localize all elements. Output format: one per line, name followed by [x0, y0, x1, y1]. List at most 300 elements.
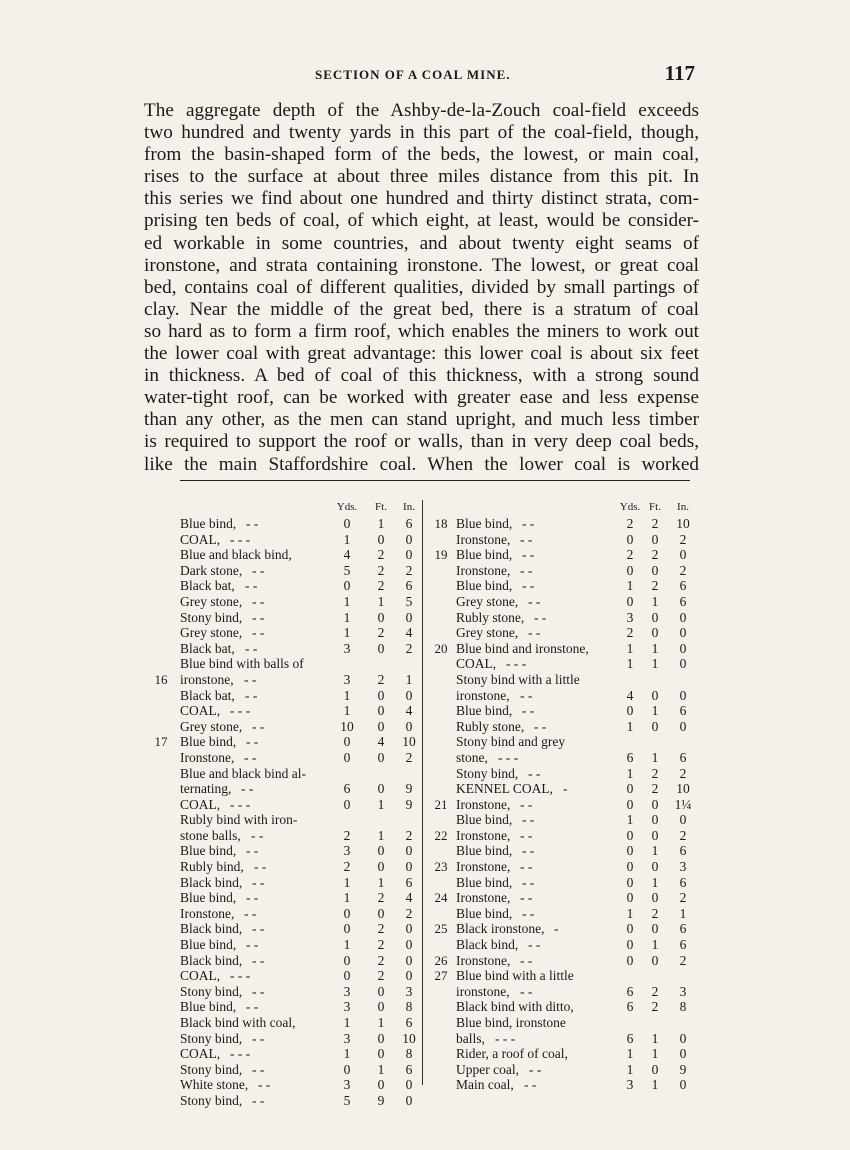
leader-dots: - - - — [230, 796, 251, 812]
body-line: than any other, as the men can stand upright, and much less timber — [144, 409, 699, 431]
feet-value: 0 — [651, 562, 659, 578]
inches-value: 5 — [405, 593, 413, 609]
leader-dots: - - — [528, 765, 541, 781]
body-line: prising ten beds of coal, of which eight, at least, would be consider- — [144, 210, 699, 232]
strata-row — [426, 859, 694, 875]
strata-row — [426, 766, 694, 782]
inches-value: 1 — [405, 671, 413, 687]
yards-value: 1 — [343, 1046, 351, 1062]
feet-value: 0 — [377, 843, 385, 859]
leader-dots: - - — [252, 874, 265, 890]
strata-row — [150, 828, 422, 844]
table-header-left — [150, 500, 422, 516]
leader-dots: - - — [241, 781, 254, 797]
yards-value: 1 — [626, 578, 634, 594]
strata-row — [426, 672, 694, 688]
strata-row — [150, 703, 422, 719]
stratum-name: Blue bind, — [456, 905, 513, 921]
yards-value: 1 — [343, 609, 351, 625]
yards-value: 0 — [626, 859, 634, 875]
bed-number: 18 — [434, 516, 448, 531]
feet-value: 2 — [377, 952, 385, 968]
leader-dots: - - — [252, 593, 265, 609]
table-header-right — [426, 500, 694, 516]
yards-value: 0 — [343, 516, 351, 531]
leader-dots: - - — [520, 952, 533, 968]
yards-value: 2 — [343, 859, 351, 875]
stratum-name: Blue bind, — [456, 578, 513, 594]
inches-value: 1 — [679, 905, 687, 921]
strata-row — [426, 532, 694, 548]
stratum-name: KENNEL COAL, — [456, 781, 553, 797]
yards-value: 0 — [343, 796, 351, 812]
header-in: In. — [677, 501, 689, 513]
feet-value: 2 — [651, 516, 659, 531]
yards-value: 0 — [626, 562, 634, 578]
leader-dots: - - — [244, 749, 257, 765]
leader-dots: - - — [522, 578, 535, 594]
yards-value: 6 — [626, 1030, 634, 1046]
leader-dots: - - — [246, 937, 259, 953]
inches-value: 0 — [679, 812, 687, 828]
inches-value: 6 — [679, 703, 687, 719]
feet-value: 1 — [651, 749, 659, 765]
yards-value: 1 — [626, 718, 634, 734]
strata-row — [426, 984, 694, 1000]
leader-dots: - - — [246, 516, 259, 531]
strata-row — [150, 532, 422, 548]
stratum-name: Main coal, — [456, 1077, 514, 1093]
stratum-name: Blue and black bind, — [180, 547, 292, 563]
stratum-name: Upper coal, — [456, 1061, 519, 1077]
feet-value: 1 — [651, 593, 659, 609]
strata-row — [150, 1093, 422, 1109]
strata-row — [426, 750, 694, 766]
inches-value: 8 — [405, 999, 413, 1015]
feet-value: 0 — [377, 749, 385, 765]
stratum-name: Black bind with ditto, — [456, 999, 574, 1015]
yards-value: 1 — [626, 812, 634, 828]
strata-row — [426, 594, 694, 610]
yards-value: 3 — [626, 609, 634, 625]
stratum-name: Blue and black bind al- — [180, 765, 306, 781]
leader-dots: - - — [522, 874, 535, 890]
leader-dots: - - — [254, 859, 267, 875]
column-divider — [422, 500, 423, 1085]
leader-dots: - — [563, 781, 568, 797]
strata-row — [150, 516, 422, 532]
strata-row — [150, 594, 422, 610]
stratum-name: stone, — [456, 749, 488, 765]
feet-value: 0 — [651, 609, 659, 625]
yards-value: 1 — [626, 905, 634, 921]
stratum-name: Grey stone, — [456, 625, 519, 641]
body-line: so hard as to form a firm roof, which enables the miners to work out — [144, 320, 699, 342]
strata-row — [426, 688, 694, 704]
feet-value: 0 — [377, 687, 385, 703]
yards-value: 6 — [626, 983, 634, 999]
feet-value: 0 — [651, 921, 659, 937]
strata-row — [150, 641, 422, 657]
yards-value: 3 — [343, 640, 351, 656]
stratum-name: Rubly stone, — [456, 609, 525, 625]
feet-value: 0 — [651, 859, 659, 875]
stratum-name: Black bind with coal, — [180, 1015, 296, 1030]
feet-value: 0 — [651, 890, 659, 906]
stratum-name: Blue bind, — [180, 734, 237, 750]
body-line: the lower coal with great advantage: this lower coal is about six feet — [144, 343, 699, 365]
stratum-name: Rubly stone, — [456, 718, 525, 734]
body-line: The aggregate depth of the Ashby-de-la-Zouch coal-field exceeds — [144, 100, 699, 121]
leader-dots: - - - — [230, 968, 251, 984]
inches-value: 0 — [405, 937, 413, 953]
strata-row — [426, 563, 694, 579]
strata-row — [426, 1031, 694, 1047]
yards-value: 0 — [626, 703, 634, 719]
stratum-name: Blue bind and ironstone, — [456, 640, 589, 656]
leader-dots: - - — [522, 703, 535, 719]
leader-dots: - — [554, 921, 559, 937]
inches-value: 6 — [679, 843, 687, 859]
stratum-name: COAL, — [180, 1046, 221, 1062]
header-ft: Ft. — [375, 501, 387, 513]
bed-number: 23 — [434, 859, 448, 875]
leader-dots: - - — [252, 983, 265, 999]
strata-row — [150, 890, 422, 906]
strata-row — [426, 999, 694, 1015]
stratum-name: Stony bind, — [180, 1092, 243, 1108]
strata-row — [150, 625, 422, 641]
yards-value: 1 — [343, 874, 351, 890]
inches-value: 0 — [405, 609, 413, 625]
feet-value: 0 — [651, 827, 659, 843]
yards-value: 3 — [343, 843, 351, 859]
strata-row — [150, 563, 422, 579]
feet-value: 1 — [651, 1030, 659, 1046]
stratum-name: ternating, — [180, 781, 232, 797]
inches-value: 0 — [405, 1092, 413, 1108]
stratum-name: Blue bind, — [180, 999, 237, 1015]
bed-number: 19 — [434, 547, 448, 563]
strata-row — [426, 843, 694, 859]
stratum-name: Ironstone, — [456, 531, 511, 547]
strata-row — [150, 999, 422, 1015]
bed-number: 25 — [434, 921, 448, 937]
strata-row — [150, 734, 422, 750]
inches-value: 3 — [679, 983, 687, 999]
stratum-name: COAL, — [456, 656, 497, 672]
leader-dots: - - — [252, 1030, 265, 1046]
strata-row — [150, 547, 422, 563]
yards-value: 1 — [343, 703, 351, 719]
feet-value: 1 — [377, 874, 385, 890]
strata-table — [150, 500, 710, 1108]
bed-number: 27 — [434, 968, 448, 984]
strata-row — [426, 1046, 694, 1062]
yards-value: 1 — [343, 593, 351, 609]
inches-value: 6 — [679, 874, 687, 890]
stratum-name: Ironstone, — [180, 905, 235, 921]
inches-value: 6 — [679, 921, 687, 937]
feet-value: 0 — [651, 1061, 659, 1077]
yards-value: 1 — [626, 640, 634, 656]
yards-value: 0 — [343, 921, 351, 937]
yards-value: 0 — [626, 952, 634, 968]
yards-value: 0 — [343, 578, 351, 594]
strata-row — [150, 875, 422, 891]
strata-row — [150, 1046, 422, 1062]
running-head: SECTION OF A COAL MINE. — [315, 67, 511, 82]
strata-row — [150, 906, 422, 922]
inches-value: 0 — [679, 547, 687, 563]
stratum-name: Blue bind, — [180, 516, 237, 531]
yards-value: 3 — [343, 1030, 351, 1046]
stratum-name: Ironstone, — [456, 952, 511, 968]
yards-value: 0 — [343, 905, 351, 921]
inches-value: 3 — [405, 983, 413, 999]
inches-value: 0 — [405, 952, 413, 968]
strata-row — [426, 797, 694, 813]
leader-dots: - - — [246, 890, 259, 906]
feet-value: 0 — [651, 531, 659, 547]
stratum-name: Black bind, — [180, 952, 243, 968]
stratum-name: Ironstone, — [456, 562, 511, 578]
body-line: bed, contains coal of different qualities, divided by small partings of — [144, 276, 699, 298]
strata-row — [150, 766, 422, 782]
yards-value: 0 — [626, 937, 634, 953]
leader-dots: - - - — [230, 531, 251, 547]
yards-value: 6 — [343, 781, 351, 797]
strata-row — [426, 610, 694, 626]
feet-value: 1 — [377, 1015, 385, 1030]
stratum-name: Black bat, — [180, 640, 235, 656]
inches-value: 0 — [405, 843, 413, 859]
yards-value: 10 — [340, 718, 354, 734]
inches-value: 6 — [679, 578, 687, 594]
stratum-name: Blue bind, — [180, 890, 237, 906]
feet-value: 1 — [651, 703, 659, 719]
yards-value: 6 — [626, 749, 634, 765]
yards-value: 0 — [626, 796, 634, 812]
stratum-name: Grey stone, — [180, 718, 243, 734]
stratum-name: Blue bind with balls of — [180, 656, 304, 672]
feet-value: 1 — [377, 796, 385, 812]
stratum-name: Dark stone, — [180, 562, 243, 578]
strata-row — [150, 719, 422, 735]
inches-value: 4 — [405, 703, 413, 719]
stratum-name: Blue bind, — [456, 703, 513, 719]
strata-row — [150, 781, 422, 797]
stratum-name: Blue bind, — [456, 547, 513, 563]
yards-value: 0 — [626, 531, 634, 547]
leader-dots: - - - — [230, 1046, 251, 1062]
feet-value: 1 — [651, 1077, 659, 1093]
leader-dots: - - - — [498, 749, 519, 765]
feet-value: 1 — [651, 874, 659, 890]
inches-value: 3 — [679, 859, 687, 875]
stratum-name: Black bind, — [180, 874, 243, 890]
stratum-name: Blue bind, — [456, 812, 513, 828]
feet-value: 1 — [651, 640, 659, 656]
strata-row — [150, 859, 422, 875]
leader-dots: - - — [252, 625, 265, 641]
inches-value: 6 — [405, 874, 413, 890]
bed-number: 16 — [154, 671, 168, 687]
leader-dots: - - — [522, 812, 535, 828]
strata-row — [426, 625, 694, 641]
feet-value: 0 — [651, 718, 659, 734]
feet-value: 0 — [377, 781, 385, 797]
feet-value: 0 — [377, 609, 385, 625]
yards-value: 1 — [343, 687, 351, 703]
stratum-name: Ironstone, — [456, 890, 511, 906]
feet-value: 0 — [651, 812, 659, 828]
stratum-name: COAL, — [180, 703, 221, 719]
stratum-name: Blue bind, ironstone — [456, 1015, 566, 1030]
feet-value: 2 — [377, 547, 385, 563]
inches-value: 0 — [679, 718, 687, 734]
strata-row — [150, 656, 422, 672]
yards-value: 0 — [343, 734, 351, 750]
yards-value: 1 — [343, 531, 351, 547]
inches-value: 10 — [402, 734, 416, 750]
feet-value: 1 — [377, 827, 385, 843]
stratum-name: COAL, — [180, 531, 221, 547]
stratum-name: Stony bind with a little — [456, 671, 580, 687]
stratum-name: Blue bind, — [456, 516, 513, 531]
leader-dots: - - — [522, 905, 535, 921]
feet-value: 2 — [377, 890, 385, 906]
stratum-name: Rubly bind, — [180, 859, 244, 875]
leader-dots: - - — [520, 796, 533, 812]
inches-value: 0 — [679, 656, 687, 672]
yards-value: 4 — [626, 687, 634, 703]
leader-dots: - - — [520, 890, 533, 906]
stratum-name: Blue bind, — [180, 843, 237, 859]
strata-row — [426, 781, 694, 797]
inches-value: 9 — [405, 796, 413, 812]
leader-dots: - - — [524, 1077, 537, 1093]
leader-dots: - - — [520, 859, 533, 875]
strata-row — [150, 750, 422, 766]
header-yds: Yds. — [336, 501, 358, 513]
leader-dots: - - — [534, 609, 547, 625]
strata-row — [426, 906, 694, 922]
strata-row — [150, 1062, 422, 1078]
body-line: is required to support the roof or walls, than in very deep coal beds, — [144, 431, 699, 453]
stratum-name: Black bat, — [180, 687, 235, 703]
inches-value: 0 — [679, 625, 687, 641]
leader-dots: - - — [522, 516, 535, 531]
strata-row — [150, 672, 422, 688]
feet-value: 1 — [377, 593, 385, 609]
inches-value: 0 — [679, 609, 687, 625]
leader-dots: - - — [245, 640, 258, 656]
feet-value: 1 — [651, 656, 659, 672]
inches-value: 0 — [405, 968, 413, 984]
leader-dots: - - — [528, 937, 541, 953]
strata-row — [150, 688, 422, 704]
feet-value: 2 — [377, 562, 385, 578]
leader-dots: - - — [245, 578, 258, 594]
feet-value: 0 — [651, 796, 659, 812]
stratum-name: Rider, a roof of coal, — [456, 1046, 568, 1062]
leader-dots: - - — [246, 843, 259, 859]
yards-value: 1 — [626, 656, 634, 672]
body-line: water-tight roof, can be worked with greater ease and less expense — [144, 387, 699, 409]
leader-dots: - - — [252, 921, 265, 937]
stratum-name: Ironstone, — [456, 859, 511, 875]
yards-value: 0 — [343, 968, 351, 984]
stratum-name: ironstone, — [180, 671, 234, 687]
feet-value: 1 — [651, 843, 659, 859]
feet-value: 2 — [377, 671, 385, 687]
inches-value: 0 — [405, 921, 413, 937]
strata-row — [426, 890, 694, 906]
yards-value: 0 — [343, 952, 351, 968]
stratum-name: Stony bind, — [180, 609, 243, 625]
leader-dots: - - — [528, 593, 541, 609]
stratum-name: Blue bind, — [180, 937, 237, 953]
yards-value: 2 — [626, 625, 634, 641]
strata-row — [426, 641, 694, 657]
feet-value: 0 — [377, 983, 385, 999]
leader-dots: - - — [246, 734, 259, 750]
strata-row — [150, 984, 422, 1000]
body-line: ed workable in some countries, and about twenty eight seams of — [144, 232, 699, 254]
feet-value: 0 — [377, 718, 385, 734]
bed-number: 17 — [154, 734, 168, 750]
feet-value: 2 — [651, 983, 659, 999]
feet-value: 2 — [377, 625, 385, 641]
feet-value: 0 — [651, 687, 659, 703]
inches-value: 2 — [679, 827, 687, 843]
strata-row — [426, 1062, 694, 1078]
leader-dots: - - - — [495, 1030, 516, 1046]
yards-value: 0 — [343, 749, 351, 765]
feet-value: 4 — [377, 734, 385, 750]
yards-value: 3 — [343, 671, 351, 687]
inches-value: 0 — [679, 1030, 687, 1046]
leader-dots: - - - — [506, 656, 527, 672]
inches-value: 0 — [679, 640, 687, 656]
inches-value: 2 — [405, 640, 413, 656]
stratum-name: balls, — [456, 1030, 485, 1046]
header-in: In. — [403, 501, 415, 513]
inches-value: 2 — [679, 562, 687, 578]
yards-value: 3 — [343, 1077, 351, 1093]
stratum-name: Ironstone, — [456, 796, 511, 812]
inches-value: 9 — [679, 1061, 687, 1077]
feet-value: 2 — [651, 547, 659, 563]
strata-row — [426, 828, 694, 844]
stratum-name: Blue bind with a little — [456, 968, 574, 984]
strata-row — [426, 937, 694, 953]
strata-row — [426, 656, 694, 672]
inches-value: 2 — [679, 531, 687, 547]
yards-value: 0 — [343, 1061, 351, 1077]
strata-row — [150, 937, 422, 953]
stratum-name: Black bind, — [456, 937, 519, 953]
strata-row — [426, 875, 694, 891]
leader-dots: - - — [522, 547, 535, 563]
leader-dots: - - — [244, 671, 257, 687]
inches-value: 2 — [679, 890, 687, 906]
feet-value: 0 — [377, 1046, 385, 1062]
page-number: 117 — [664, 61, 695, 85]
feet-value: 2 — [377, 937, 385, 953]
inches-value: 2 — [679, 952, 687, 968]
